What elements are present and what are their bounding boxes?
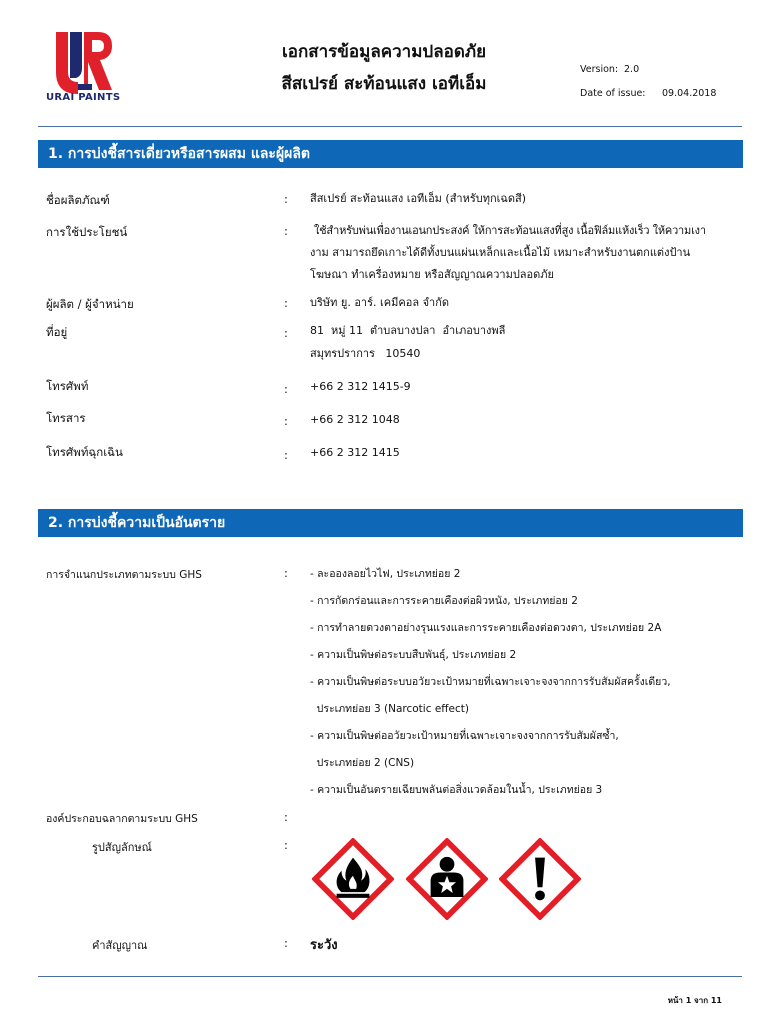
logo-text: URAI PAINTS xyxy=(46,92,121,103)
colon: : xyxy=(284,810,288,824)
ghs-item: ประเภทย่อย 2 (CNS) xyxy=(310,757,415,769)
exclamation-icon xyxy=(499,838,581,920)
page-number: หน้า 1 จาก 11 xyxy=(667,996,722,1005)
product-name-label: ชื่อผลิตภัณฑ์ xyxy=(46,193,110,207)
ghs-item: - ความเป็นพิษต่อระบบอวัยวะเป้าหมายที่เฉพาะเจาะจงจากการรับสัมผัสครั้งเดียว, xyxy=(310,676,671,688)
ghs-item: - ละอองลอยไวไฟ, ประเภทย่อย 2 xyxy=(310,568,461,580)
colon: : xyxy=(284,296,288,310)
phone-label: โทรศัพท์ xyxy=(46,379,89,393)
label-elements-label: องค์ประกอบฉลากตามระบบ GHS xyxy=(46,813,198,825)
colon: : xyxy=(284,192,288,206)
colon: : xyxy=(284,414,288,428)
signal-word-value: ระวัง xyxy=(310,938,338,953)
colon: : xyxy=(284,382,288,396)
address-value-line1: 81 หมู่ 11 ตำบลบางปลา อำเภอบางพลี xyxy=(310,324,506,337)
colon: : xyxy=(284,448,288,462)
ghs-item: - ความเป็นพิษต่อระบบสืบพันธุ์, ประเภทย่อย 2 xyxy=(310,649,517,661)
ghs-item: ประเภทย่อย 3 (Narcotic effect) xyxy=(310,703,469,715)
footer-divider xyxy=(38,976,742,977)
use-value-line2: งาม สามารถยึดเกาะได้ดีทั้งบนแผ่นเหล็กและเนื้อไม้ เหมาะสำหรับงานตกแต่งป้าน xyxy=(310,246,691,259)
phone-value: +66 2 312 1415-9 xyxy=(310,380,411,393)
use-value-line3: โฆษณา ทำเครื่องหมาย หรือสัญญาณความปลอดภัย xyxy=(310,268,554,281)
ghs-item: - การทำลายดวงตาอย่างรุนแรงและการระคายเคืองต่อดวงตา, ประเภทย่อย 2A xyxy=(310,622,662,634)
section2-heading: 2. การบ่งชี้ความเป็นอันตราย xyxy=(38,509,743,537)
flame-icon xyxy=(312,838,394,920)
ghs-classification-label: การจำแนกประเภทตามระบบ GHS xyxy=(46,569,202,581)
fax-label: โทรสาร xyxy=(46,411,86,425)
document-title: เอกสารข้อมูลความปลอดภัย xyxy=(281,42,487,62)
colon: : xyxy=(284,566,288,580)
emergency-phone-label: โทรศัพท์ฉุกเฉิน xyxy=(46,445,123,459)
section1-heading: 1. การบ่งชี้สารเดี่ยวหรือสารผสม และผู้ผลิต xyxy=(38,140,743,168)
ghs-item: - ความเป็นอันตรายเฉียบพลันต่อสิ่งแวดล้อมในน้ำ, ประเภทย่อย 3 xyxy=(310,784,603,796)
colon: : xyxy=(284,936,288,950)
colon: : xyxy=(284,838,288,852)
date-label: Date of issue: xyxy=(580,88,646,99)
manufacturer-value: บริษัท ยู. อาร์. เคมีคอล จำกัด xyxy=(310,296,450,309)
header-divider xyxy=(38,126,742,127)
ghs-item: - ความเป็นพิษต่ออวัยวะเป้าหมายที่เฉพาะเจาะจงจากการรับสัมผัสซ้ำ, xyxy=(310,730,619,742)
use-value-line1: ใช้สำหรับพ่นเพื่องานเอนกประสงค์ ให้การสะท้อนแสงที่สูง เนื้อฟิล์มแห้งเร็ว ให้ความเงา xyxy=(314,224,706,237)
version-value: 2.0 xyxy=(624,64,640,75)
emergency-phone-value: +66 2 312 1415 xyxy=(310,446,400,459)
pictogram-label: รูปสัญลักษณ์ xyxy=(92,841,152,854)
product-name-value: สีสเปรย์ สะท้อนแสง เอทีเอ็ม (สำหรับทุกเฉดสี) xyxy=(310,192,527,205)
product-title: สีสเปรย์ สะท้อนแสง เอทีเอ็ม xyxy=(281,74,487,94)
signal-word-label: คำสัญญาณ xyxy=(92,939,148,952)
health-hazard-icon xyxy=(406,838,488,920)
date-value: 09.04.2018 xyxy=(662,88,717,99)
use-label: การใช้ประโยชน์ xyxy=(46,225,128,239)
fax-value: +66 2 312 1048 xyxy=(310,413,400,426)
colon: : xyxy=(284,224,288,238)
address-label: ที่อยู่ xyxy=(46,325,68,339)
ghs-item: - การกัดกร่อนและการระคายเคืองต่อผิวหนัง, ประเภทย่อย 2 xyxy=(310,595,578,607)
address-value-line2: สมุทรปราการ 10540 xyxy=(310,347,421,360)
colon: : xyxy=(284,326,288,340)
version-label: Version: xyxy=(580,64,619,75)
manufacturer-label: ผู้ผลิต / ผู้จำหน่าย xyxy=(46,297,134,311)
